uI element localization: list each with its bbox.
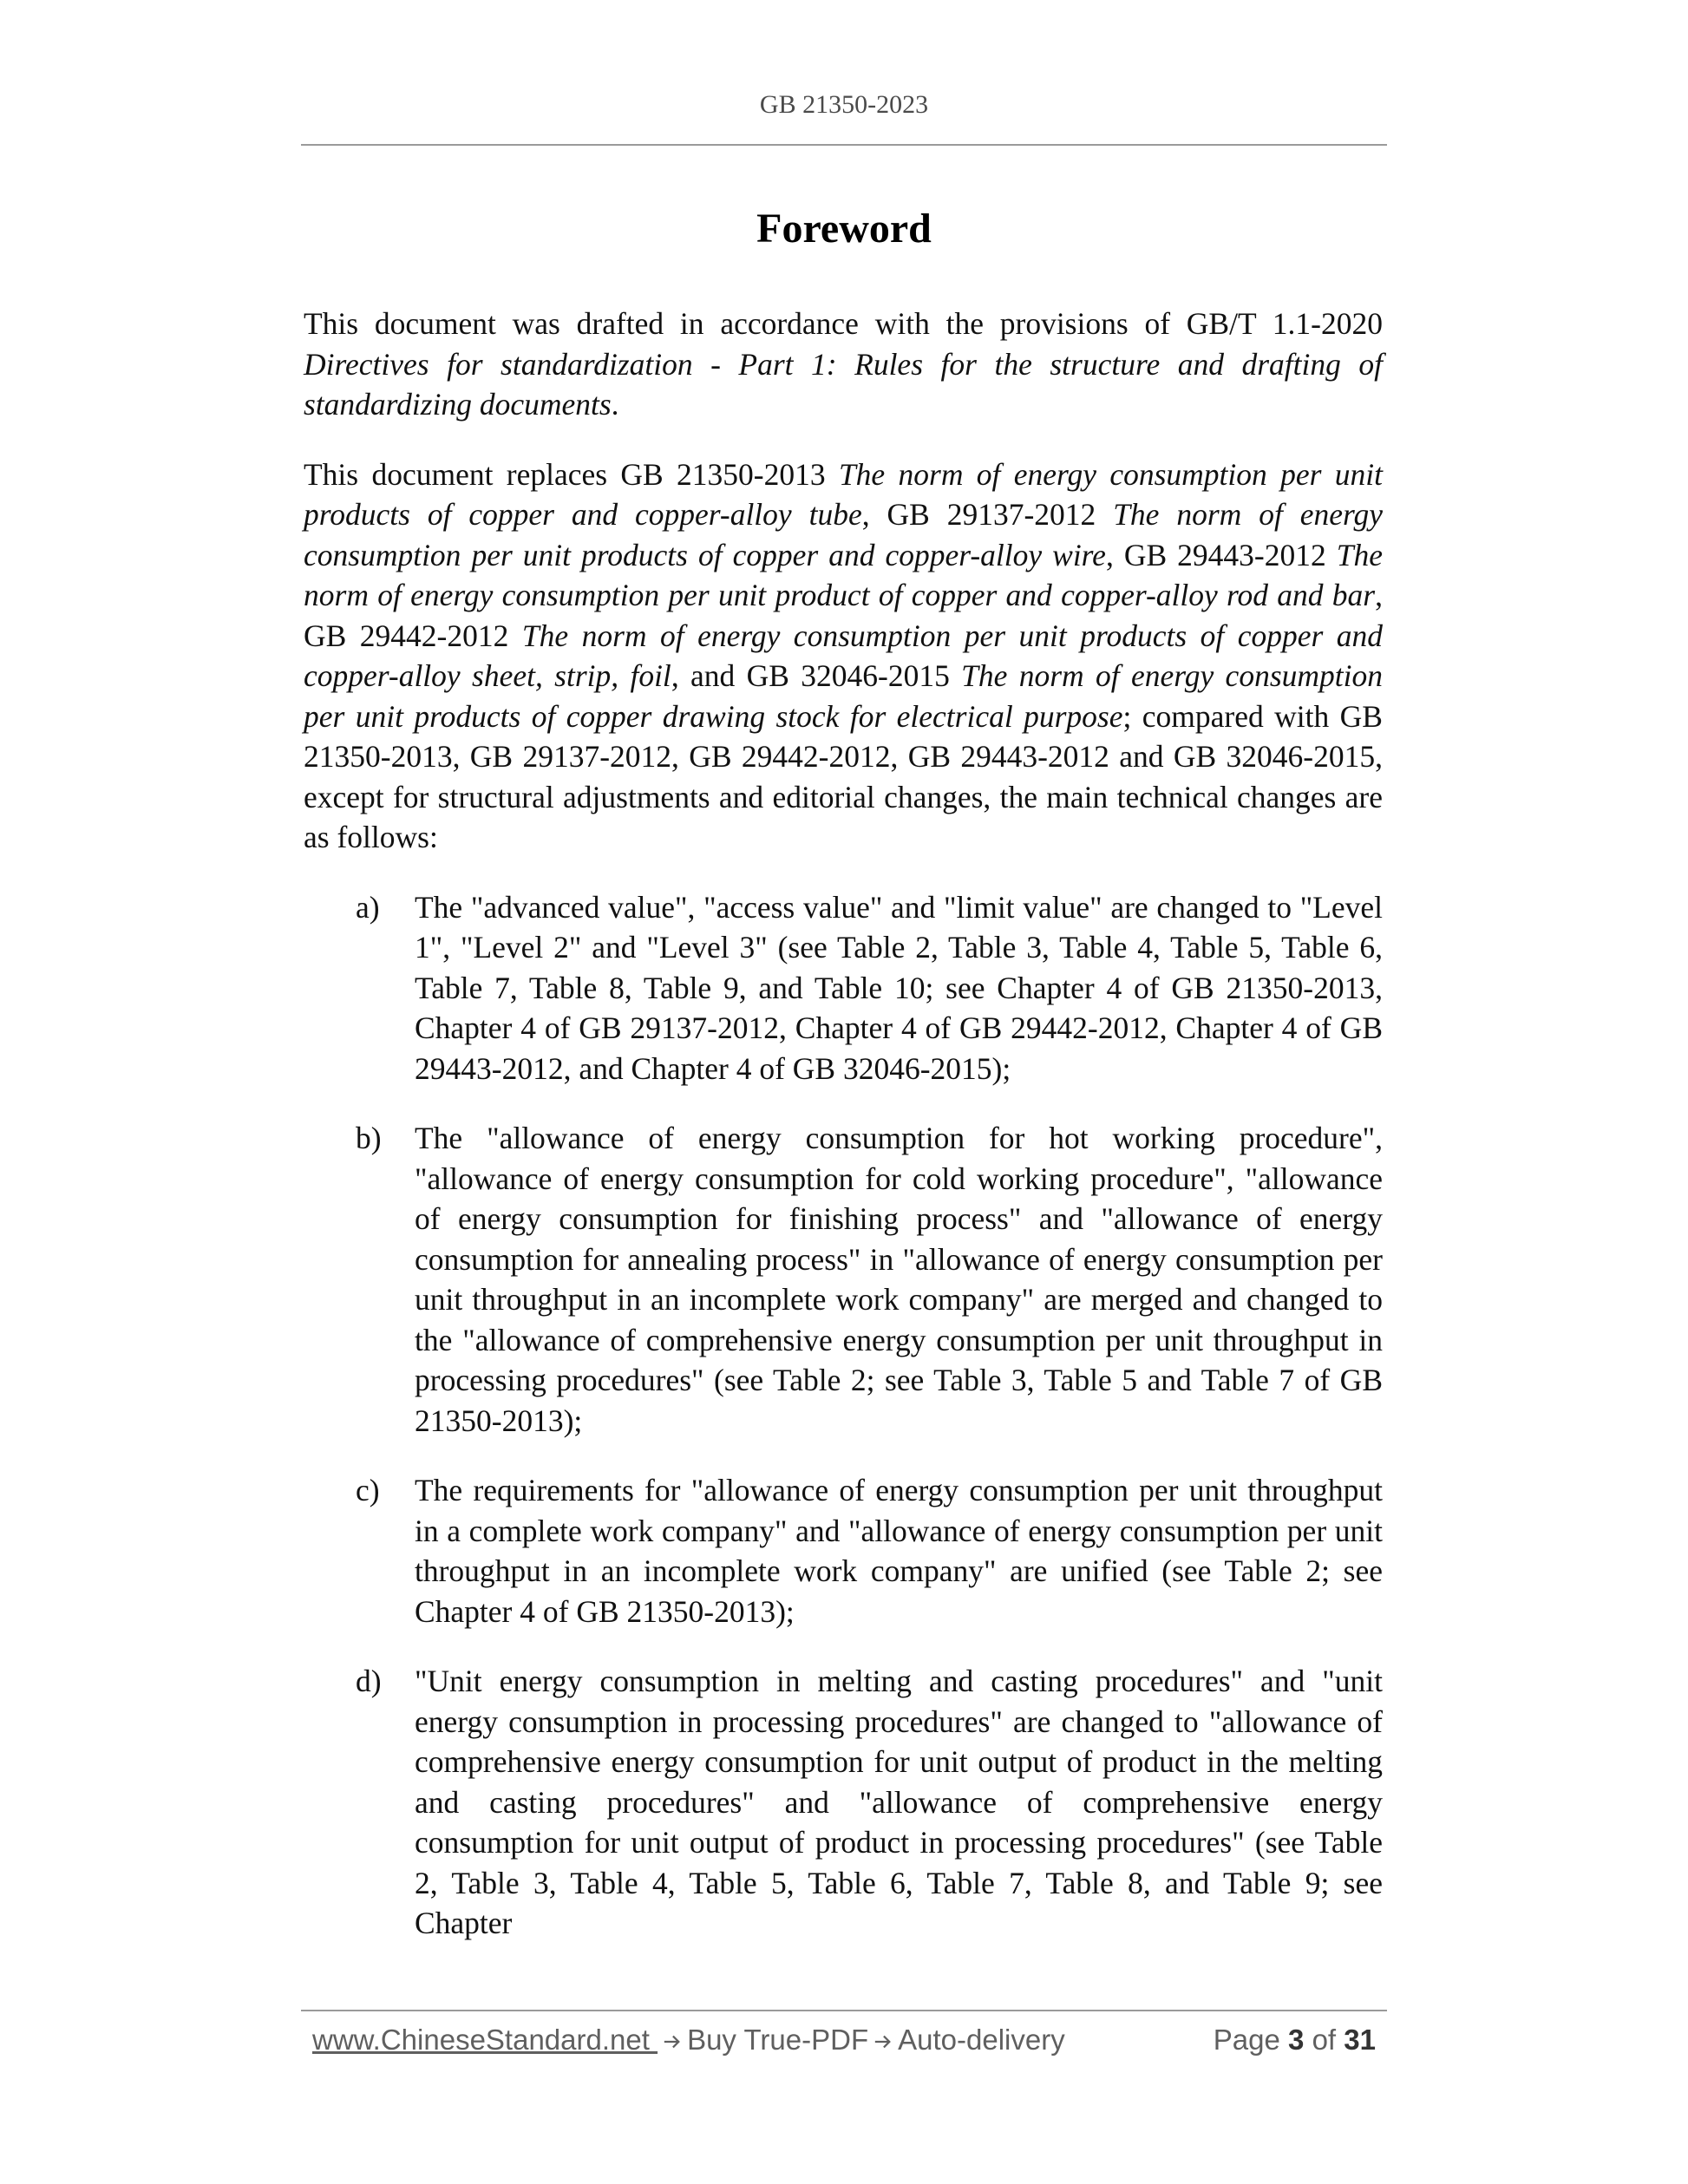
p1-italic-title: Directives for standardization - Part 1: Rules for the structure and drafting of standardizing documents (304, 346, 1383, 422)
list-marker: d) (356, 1664, 382, 1698)
page-total: 31 (1344, 2024, 1376, 2056)
p2-text-4: , GB 29442-2012 (304, 578, 1383, 653)
list-item (304, 1661, 1383, 1944)
p1-text: This document was drafted in accordance with the provisions of GB/T 1.1-2020 (304, 306, 1383, 341)
list-marker: a) (356, 889, 380, 925)
list-item (304, 1118, 1383, 1441)
site-link[interactable]: www.ChineseStandard.net (312, 2024, 658, 2056)
page-title: Foreword (756, 206, 932, 252)
technical-changes-list (304, 887, 1383, 1944)
list-item-text: "Unit energy consumption in melting and casting procedures" and "unit energy consumption in processing procedures" are changed to "allowance of comprehensive energy consumption for unit output of product in the melting and casting procedures" and "allowance of comprehensive energy consumption for unit output of product in processing procedures" (see Table 2, Table 3, Table 4, Table 5, Table 6, Table 7, Table 8, and Table 9; see Chapter (415, 1664, 1383, 1940)
list-item (304, 887, 1383, 1089)
list-marker: b) (356, 1121, 382, 1155)
footer-divider (301, 2010, 1387, 2011)
arrow-right-icon (873, 2032, 893, 2051)
header-divider (301, 144, 1387, 146)
paragraph-replacements (304, 454, 1383, 858)
standard-code-header: GB 21350-2023 (759, 90, 929, 119)
p2-text-2: , GB 29137-2012 (861, 497, 1114, 532)
p2-italic-title-4: The norm of energy consumption per unit products of copper and copper-alloy sheet, strip, foil (304, 618, 1383, 693)
page-current: 3 (1288, 2024, 1305, 2056)
page-number (1214, 2024, 1376, 2056)
p2-text-1: This document replaces GB 21350-2013 (304, 456, 839, 492)
page-label: Page (1213, 2024, 1280, 2056)
list-marker: c) (356, 1473, 380, 1507)
list-item-text: The "allowance of energy consumption for hot working procedure", "allowance of energy consumption for cold working procedure", "allowance of energy consumption for finishing process" and "allowance of energy consumption for annealing process" in "allowance of energy consumption per unit throughput in an incomplete work company" are merged and changed to the "allowance of comprehensive energy consumption per unit throughput in processing procedures" (see Table 2; see Table 3, Table 5 and Table 7 of GB 21350-2013); (415, 1121, 1383, 1438)
document-body (304, 304, 1383, 1973)
list-item-text: The "advanced value", "access value" and "limit value" are changed to "Level 1", "Level 2" and "Level 3" (see Table 2, Table 3, Table 4, Table 5, Table 6, Table 7, Table 8, Table 9, and Table 10; see Chapter 4 of GB 21350-2013, Chapter 4 of GB 29137-2012, Chapter 4 of GB 29442-2012, Chapter 4 of GB 29443-2012, and Chapter 4 of GB 32046-2015); (415, 889, 1383, 1086)
page-of-label: of (1312, 2024, 1337, 2056)
p2-text-3: , GB 29443-2012 (1105, 537, 1337, 572)
buy-true-pdf-text: Buy True-PDF (687, 2024, 869, 2056)
auto-delivery-text: Auto-delivery (898, 2024, 1065, 2056)
p2-italic-title-5: The norm of energy consumption per unit products of copper drawing stock for electrical purpose (304, 658, 1383, 734)
p2-text-6: ; compared with GB 21350-2013, GB 29137-2012, GB 29442-2012, GB 29443-2012 and GB 32046-2015, except for structural adjustments and editorial changes, the main technical changes are as follows: (304, 698, 1383, 854)
arrow-right-icon (663, 2032, 682, 2051)
paragraph-drafting-basis (304, 304, 1383, 425)
list-item-text: The requirements for "allowance of energy consumption per unit throughput in a complete work company" and "allowance of energy consumption per unit throughput in an incomplete work company" are unified (see Table 2; see Chapter 4 of GB 21350-2013); (415, 1473, 1383, 1629)
p1-text-end: . (611, 387, 619, 422)
list-item (304, 1470, 1383, 1631)
footer-links (312, 2024, 1065, 2056)
p2-italic-title-2: The norm of energy consumption per unit products of copper and copper-alloy wire (304, 497, 1383, 572)
p2-italic-title-1: The norm of energy consumption per unit products of copper and copper-alloy tube (304, 456, 1383, 532)
p2-text-5: , and GB 32046-2015 (671, 658, 962, 693)
p2-italic-title-3: The norm of energy consumption per unit product of copper and copper-alloy rod and bar (304, 537, 1384, 612)
